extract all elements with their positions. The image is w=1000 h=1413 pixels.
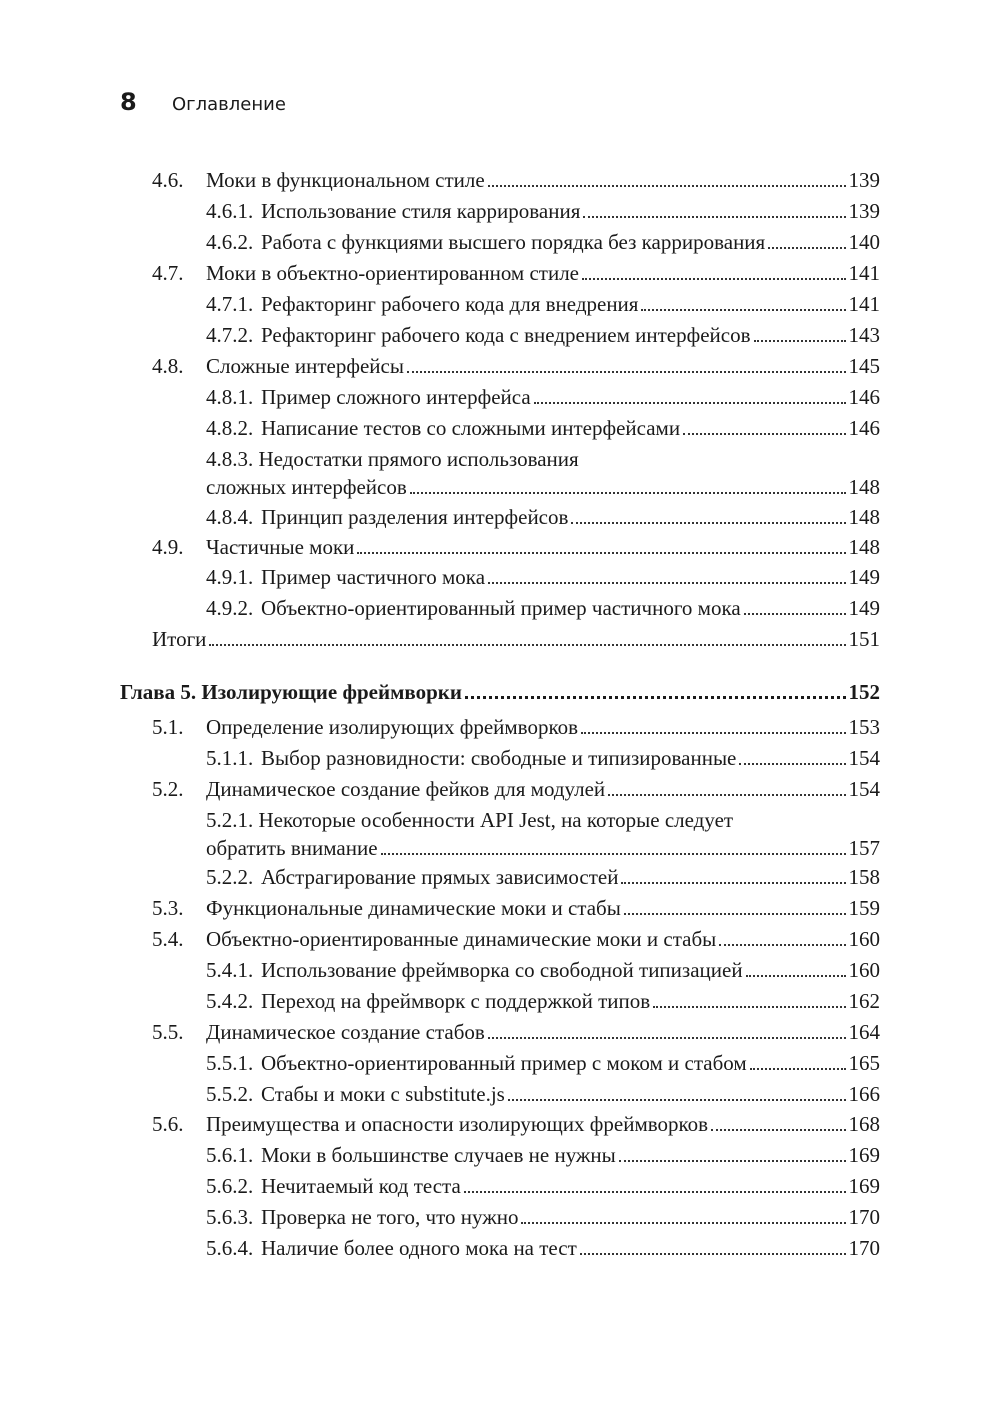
- toc-entry[interactable]: [206, 1234, 880, 1262]
- toc-entry-page: 149: [848, 565, 880, 589]
- toc-entry-title: Сложные интерфейсы: [206, 354, 404, 378]
- toc-entry-number: 5.6.: [152, 1112, 184, 1136]
- toc-entry-title: Абстрагирование прямых зависимостей: [261, 865, 619, 889]
- dot-leader: [744, 613, 846, 615]
- toc-entry-page: 146: [848, 385, 880, 409]
- dot-leader: [581, 732, 845, 734]
- toc-entry-page: 143: [848, 323, 880, 347]
- toc-entry[interactable]: [206, 863, 880, 891]
- toc-entry-number: 5.4.2.: [206, 989, 254, 1013]
- toc-entry-title: Выбор разновидности: свободные и типизированные: [261, 746, 737, 770]
- dot-leader: [209, 644, 845, 646]
- toc-entry-title: Стабы и моки с substitute.js: [261, 1082, 505, 1106]
- toc-entry-title: Объектно-ориентированный пример с моком и стабом: [261, 1051, 747, 1075]
- toc-entry-number: 4.8.: [152, 354, 184, 378]
- toc-entry-number: 4.8.3.: [206, 447, 254, 471]
- toc-entry-title: Пример сложного интерфейса: [261, 385, 531, 409]
- toc-entry-title-continued: обратить внимание: [206, 836, 378, 860]
- toc-entry-page: 141: [848, 261, 880, 285]
- toc-entry[interactable]: [206, 321, 880, 349]
- toc-entry-number: 5.2.: [152, 777, 184, 801]
- toc-entry-number: 4.7.1.: [206, 292, 254, 316]
- toc-entry[interactable]: [206, 563, 880, 591]
- toc-entry[interactable]: [206, 1080, 880, 1108]
- toc-entry-page: 169: [848, 1174, 880, 1198]
- toc-entry[interactable]: [206, 383, 880, 411]
- toc-entry-number: 5.6.2.: [206, 1174, 254, 1198]
- toc-entry-page: 145: [848, 354, 880, 378]
- dot-leader: [508, 1099, 846, 1101]
- toc-entry-page: 139: [848, 199, 880, 223]
- toc-entry-page: 164: [848, 1020, 880, 1044]
- toc-entry-page: 139: [848, 168, 880, 192]
- toc-entry-number: 4.7.: [152, 261, 184, 285]
- toc-entry-title-continued: сложных интерфейсов: [206, 475, 407, 499]
- toc-entry-title: Итоги: [152, 627, 207, 651]
- toc-entry-number: 5.1.1.: [206, 746, 254, 770]
- toc-entry-page: 148: [848, 505, 880, 529]
- dot-leader: [621, 882, 845, 884]
- dot-leader: [465, 696, 846, 699]
- page-header: [120, 88, 286, 116]
- toc-entry-title: Моки в объектно-ориентированном стиле: [206, 261, 580, 285]
- toc-entry[interactable]: [152, 166, 880, 194]
- dot-leader: [619, 1160, 846, 1162]
- toc-entry-number: 5.4.: [152, 927, 184, 951]
- toc-entry-number: 4.7.2.: [206, 323, 254, 347]
- toc-entry-page: 154: [848, 746, 880, 770]
- toc-entry-page: 158: [848, 865, 880, 889]
- dot-leader: [464, 1191, 846, 1193]
- toc-entry[interactable]: [206, 956, 880, 984]
- dot-leader: [381, 853, 846, 855]
- toc-chapter-title: Глава 5. Изолирующие фреймворки: [120, 680, 462, 704]
- toc-entry[interactable]: [152, 259, 880, 287]
- dot-leader: [746, 975, 846, 977]
- toc-entry-number: 4.9.2.: [206, 596, 254, 620]
- toc-entry[interactable]: [206, 1203, 880, 1231]
- toc-entry-number: 5.6.1.: [206, 1143, 254, 1167]
- page-number: 8: [120, 88, 137, 116]
- dot-leader: [488, 1037, 846, 1039]
- toc-entry[interactable]: [152, 925, 880, 953]
- toc-entry[interactable]: [206, 987, 880, 1015]
- toc-entry-page: 159: [848, 896, 880, 920]
- toc-entry[interactable]: [206, 1172, 880, 1200]
- toc-entry-title: Рефакторинг рабочего кода с внедрением интерфейсов: [261, 323, 751, 347]
- dot-leader: [521, 1222, 845, 1224]
- toc-entry-title: Принцип разделения интерфейсов: [261, 505, 569, 529]
- toc-entry-page: 153: [848, 715, 880, 739]
- toc-entry-number: 4.8.1.: [206, 385, 254, 409]
- toc-entry-title: Использование фреймворка со свободной типизацией: [261, 958, 743, 982]
- toc-entry-number: 5.5.: [152, 1020, 184, 1044]
- toc-entry-title: Проверка не того, что нужно: [261, 1205, 519, 1229]
- toc-entry-page: 157: [848, 836, 880, 860]
- toc-entry-page: 152: [848, 680, 880, 704]
- toc-entry-title: Использование стиля каррирования: [261, 199, 581, 223]
- dot-leader: [580, 1253, 846, 1255]
- toc-entry[interactable]: [152, 894, 880, 922]
- toc-entry-title: Определение изолирующих фреймворков: [206, 715, 579, 739]
- dot-leader: [711, 1129, 845, 1131]
- toc-entry-page: 166: [848, 1082, 880, 1106]
- toc-entry-number: 4.8.2.: [206, 416, 254, 440]
- toc-entry-number: 4.9.: [152, 535, 184, 559]
- toc-entry-title: Частичные моки: [206, 535, 355, 559]
- dot-leader: [488, 582, 845, 584]
- dot-leader: [683, 433, 845, 435]
- toc-entry-title: Моки в функциональном стиле: [206, 168, 485, 192]
- running-head: Оглавление: [172, 94, 286, 115]
- toc-entry-page: 149: [848, 596, 880, 620]
- toc-entry-number: 5.5.1.: [206, 1051, 254, 1075]
- toc-entry-page: 160: [848, 927, 880, 951]
- toc-entry-page: 165: [848, 1051, 880, 1075]
- toc-entry-page: 169: [848, 1143, 880, 1167]
- toc-entry-title: Объектно-ориентированные динамические моки и стабы: [206, 927, 717, 951]
- toc-entry[interactable]: [206, 445, 880, 501]
- dot-leader: [750, 1068, 846, 1070]
- dot-leader: [410, 492, 846, 494]
- toc-entry[interactable]: [206, 503, 880, 531]
- dot-leader: [739, 763, 845, 765]
- toc-entry-title: Написание тестов со сложными интерфейсами: [261, 416, 681, 440]
- toc-entry-title: Функциональные динамические моки и стабы: [206, 896, 621, 920]
- toc-entry-page: 141: [848, 292, 880, 316]
- toc-entry-number: 5.2.2.: [206, 865, 254, 889]
- dot-leader: [641, 309, 845, 311]
- toc-entry-title: Динамическое создание стабов: [206, 1020, 485, 1044]
- toc-entry-title: Моки в большинстве случаев не нужны: [261, 1143, 616, 1167]
- dot-leader: [407, 371, 846, 373]
- toc-entry[interactable]: [206, 806, 880, 862]
- toc-entry-title: Пример частичного мока: [261, 565, 486, 589]
- dot-leader: [719, 944, 845, 946]
- toc-entry-title: Нечитаемый код теста: [261, 1174, 461, 1198]
- toc-entry-number: 5.3.: [152, 896, 184, 920]
- toc-entry-number: 5.6.3.: [206, 1205, 254, 1229]
- dot-leader: [357, 552, 845, 554]
- toc-entry-number: 4.9.1.: [206, 565, 254, 589]
- toc-entry[interactable]: [206, 594, 880, 622]
- toc-entry[interactable]: [206, 228, 880, 256]
- toc-entry-number: 4.6.: [152, 168, 184, 192]
- toc-entry-page: 170: [848, 1205, 880, 1229]
- toc-entry-number: 5.1.: [152, 715, 184, 739]
- toc-entry-page: 140: [848, 230, 880, 254]
- toc-entry-page: 168: [848, 1112, 880, 1136]
- dot-leader: [624, 913, 846, 915]
- toc-entry-page: 148: [848, 535, 880, 559]
- toc-entry-page: 170: [848, 1236, 880, 1260]
- toc-entry-title: Работа с функциями высшего порядка без каррирования: [261, 230, 766, 254]
- dot-leader: [571, 522, 845, 524]
- toc-entry-title: Недостатки прямого использования: [258, 447, 579, 471]
- toc-entry-number: 5.4.1.: [206, 958, 254, 982]
- toc-entry[interactable]: [152, 1018, 880, 1046]
- toc-entry-title: Объектно-ориентированный пример частичного мока: [261, 596, 741, 620]
- toc-entry-title: Наличие более одного мока на тест: [261, 1236, 577, 1260]
- toc-entry[interactable]: [206, 744, 880, 772]
- toc-entry[interactable]: [206, 1141, 880, 1169]
- toc-entry-number: 5.6.4.: [206, 1236, 254, 1260]
- dot-leader: [768, 247, 845, 249]
- toc-entry[interactable]: [206, 414, 880, 442]
- dot-leader: [754, 340, 846, 342]
- toc-entry-title: Динамическое создание фейков для модулей: [206, 777, 606, 801]
- dot-leader: [582, 278, 845, 280]
- toc-entry-title: Рефакторинг рабочего кода для внедрения: [261, 292, 639, 316]
- toc-entry[interactable]: [152, 352, 880, 380]
- dot-leader: [608, 794, 845, 796]
- toc-chapter-heading[interactable]: [120, 678, 880, 706]
- dot-leader: [534, 402, 846, 404]
- toc-entry-number: 5.5.2.: [206, 1082, 254, 1106]
- toc-entry-number: 5.2.1.: [206, 808, 254, 832]
- toc-entry[interactable]: [206, 1049, 880, 1077]
- toc-entry-title: Некоторые особенности API Jest, на которые следует: [258, 808, 734, 832]
- toc-entry[interactable]: [152, 713, 880, 741]
- dot-leader: [488, 185, 846, 187]
- toc-entry-page: 154: [848, 777, 880, 801]
- toc-entry-page: 151: [848, 627, 880, 651]
- toc-entry-number: 4.6.2.: [206, 230, 254, 254]
- dot-leader: [653, 1006, 845, 1008]
- toc-entry[interactable]: [152, 533, 880, 561]
- dot-leader: [583, 216, 845, 218]
- toc-entry-title: Преимущества и опасности изолирующих фреймворков: [206, 1112, 709, 1136]
- toc-entry-page: 146: [848, 416, 880, 440]
- toc-entry[interactable]: [152, 1110, 880, 1138]
- toc-entry-title: Переход на фреймворк с поддержкой типов: [261, 989, 651, 1013]
- toc-entry[interactable]: [152, 775, 880, 803]
- toc-entry[interactable]: [206, 290, 880, 318]
- toc-entry-page: 160: [848, 958, 880, 982]
- toc-entry-number: 4.6.1.: [206, 199, 254, 223]
- toc-entry-summary[interactable]: [152, 625, 880, 653]
- toc-entry-page: 148: [848, 475, 880, 499]
- toc-entry-page: 162: [848, 989, 880, 1013]
- toc-entry-number: 4.8.4.: [206, 505, 254, 529]
- toc-entry[interactable]: [206, 197, 880, 225]
